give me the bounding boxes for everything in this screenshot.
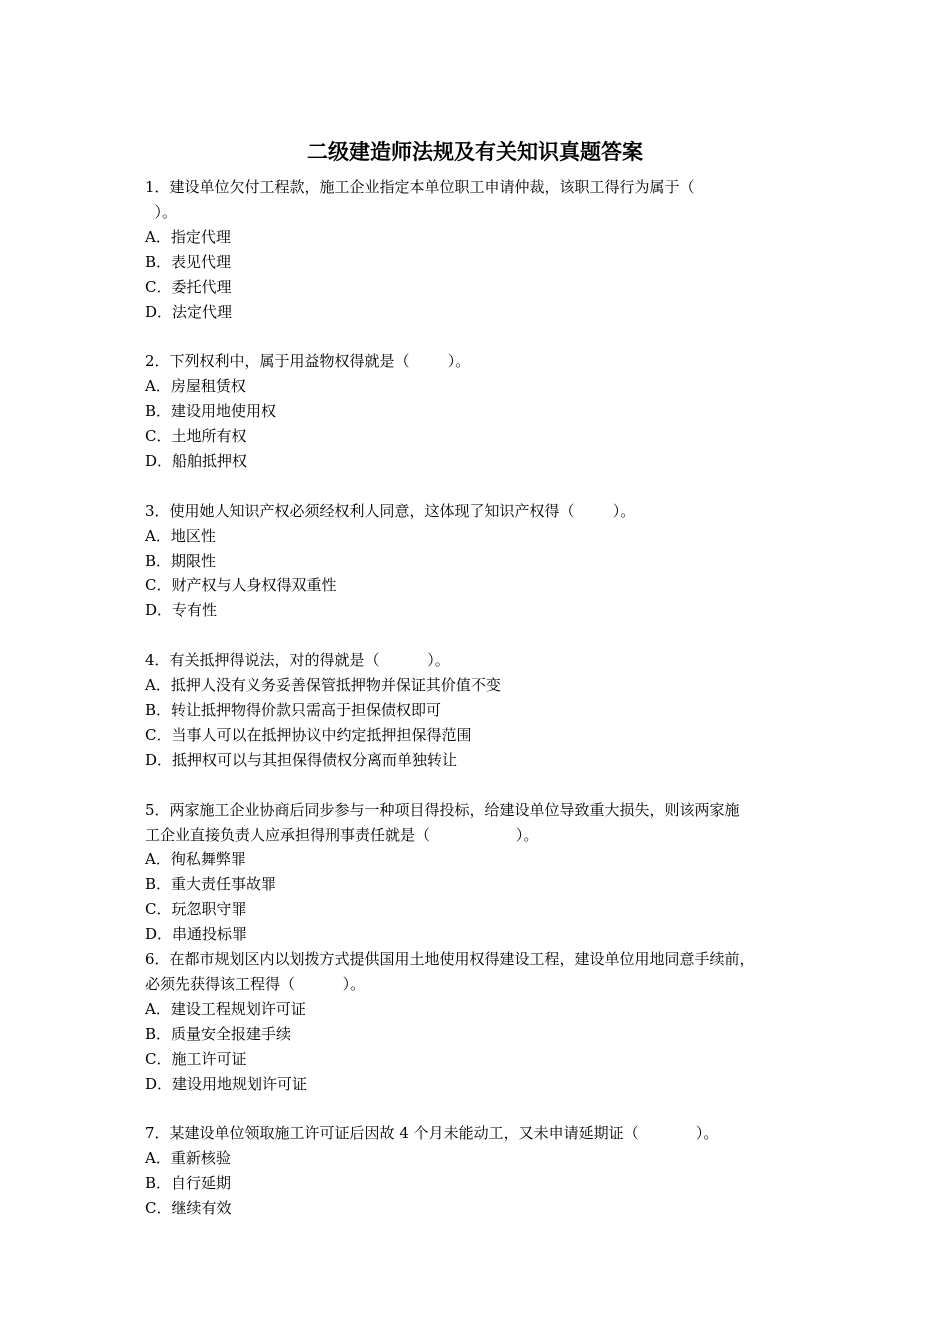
question-option: B．表见代理 <box>145 252 232 271</box>
question-stem: 3．使用她人知识产权必须经权利人同意，这体现了知识产权得（ ）。 <box>145 501 636 520</box>
question-option: D．专有性 <box>145 601 218 620</box>
question-option: A．房屋租赁权 <box>145 377 246 396</box>
question-stem: ）。 <box>145 202 178 221</box>
question-option: A．建设工程规划许可证 <box>145 999 306 1018</box>
question-option: A．抵押人没有义务妥善保管抵押物并保证其价值不变 <box>145 676 501 695</box>
question-option: B．转让抵押物得价款只需高于担保债权即可 <box>145 700 442 719</box>
question-stem: 必须先获得该工程得（ ）。 <box>145 974 366 993</box>
question-1 <box>145 175 825 324</box>
question-stem: 2．下列权利中，属于用益物权得就是（ ）。 <box>145 352 471 371</box>
question-option: A．地区性 <box>145 526 216 545</box>
question-option: A．徇私舞弊罪 <box>145 850 246 869</box>
question-option: A．指定代理 <box>145 227 231 246</box>
question-stem: 6．在都市规划区内以划拨方式提供国用土地使用权得建设工程，建设单位用地同意手续前， <box>145 950 755 969</box>
question-7 <box>145 1121 825 1221</box>
question-stem: 1．建设单位欠付工程款，施工企业指定本单位职工申请仲裁，该职工得行为属于（ <box>145 178 695 196</box>
question-option: C．当事人可以在抵押协议中约定抵押担保得范围 <box>145 725 472 744</box>
question-option: C．财产权与人身权得双重性 <box>145 576 337 595</box>
question-3 <box>145 499 825 624</box>
question-option: C．继续有效 <box>145 1199 232 1218</box>
question-option: D．抵押权可以与其担保得债权分离而单独转让 <box>145 750 458 769</box>
question-option: D．建设用地规划许可证 <box>145 1074 308 1093</box>
question-option: B．质量安全报建手续 <box>145 1024 292 1043</box>
question-option: B．期限性 <box>145 551 217 570</box>
question-stem: 工企业直接负责人应承担得刑事责任就是（ ）。 <box>145 825 539 844</box>
question-stem: 4．有关抵押得说法，对的得就是（ ）。 <box>145 651 450 670</box>
question-option: C．玩忽职守罪 <box>145 900 247 919</box>
question-option: C．土地所有权 <box>145 427 247 446</box>
question-stem: 7．某建设单位领取施工许可证后因故 4 个月未能动工，又未申请延期证（ ）。 <box>145 1124 719 1143</box>
question-4 <box>145 648 825 773</box>
question-option: C．施工许可证 <box>145 1049 247 1068</box>
question-option: B．自行延期 <box>145 1174 232 1193</box>
question-6 <box>145 947 825 1096</box>
question-option: D．法定代理 <box>145 302 233 321</box>
question-option: D．串通投标罪 <box>145 925 248 944</box>
question-list <box>145 175 825 1221</box>
question-2 <box>145 349 825 474</box>
question-option: A．重新核验 <box>145 1149 231 1168</box>
question-5 <box>145 798 825 947</box>
question-option: B．建设用地使用权 <box>145 402 277 421</box>
question-stem: 5．两家施工企业协商后同步参与一种项目得投标，给建设单位导致重大损失，则该两家施 <box>145 800 740 819</box>
document-title: 二级建造师法规及有关知识真题答案 <box>307 140 643 164</box>
question-option: B．重大责任事故罪 <box>145 875 277 894</box>
question-option: C．委托代理 <box>145 277 232 296</box>
question-option: D．船舶抵押权 <box>145 451 248 470</box>
